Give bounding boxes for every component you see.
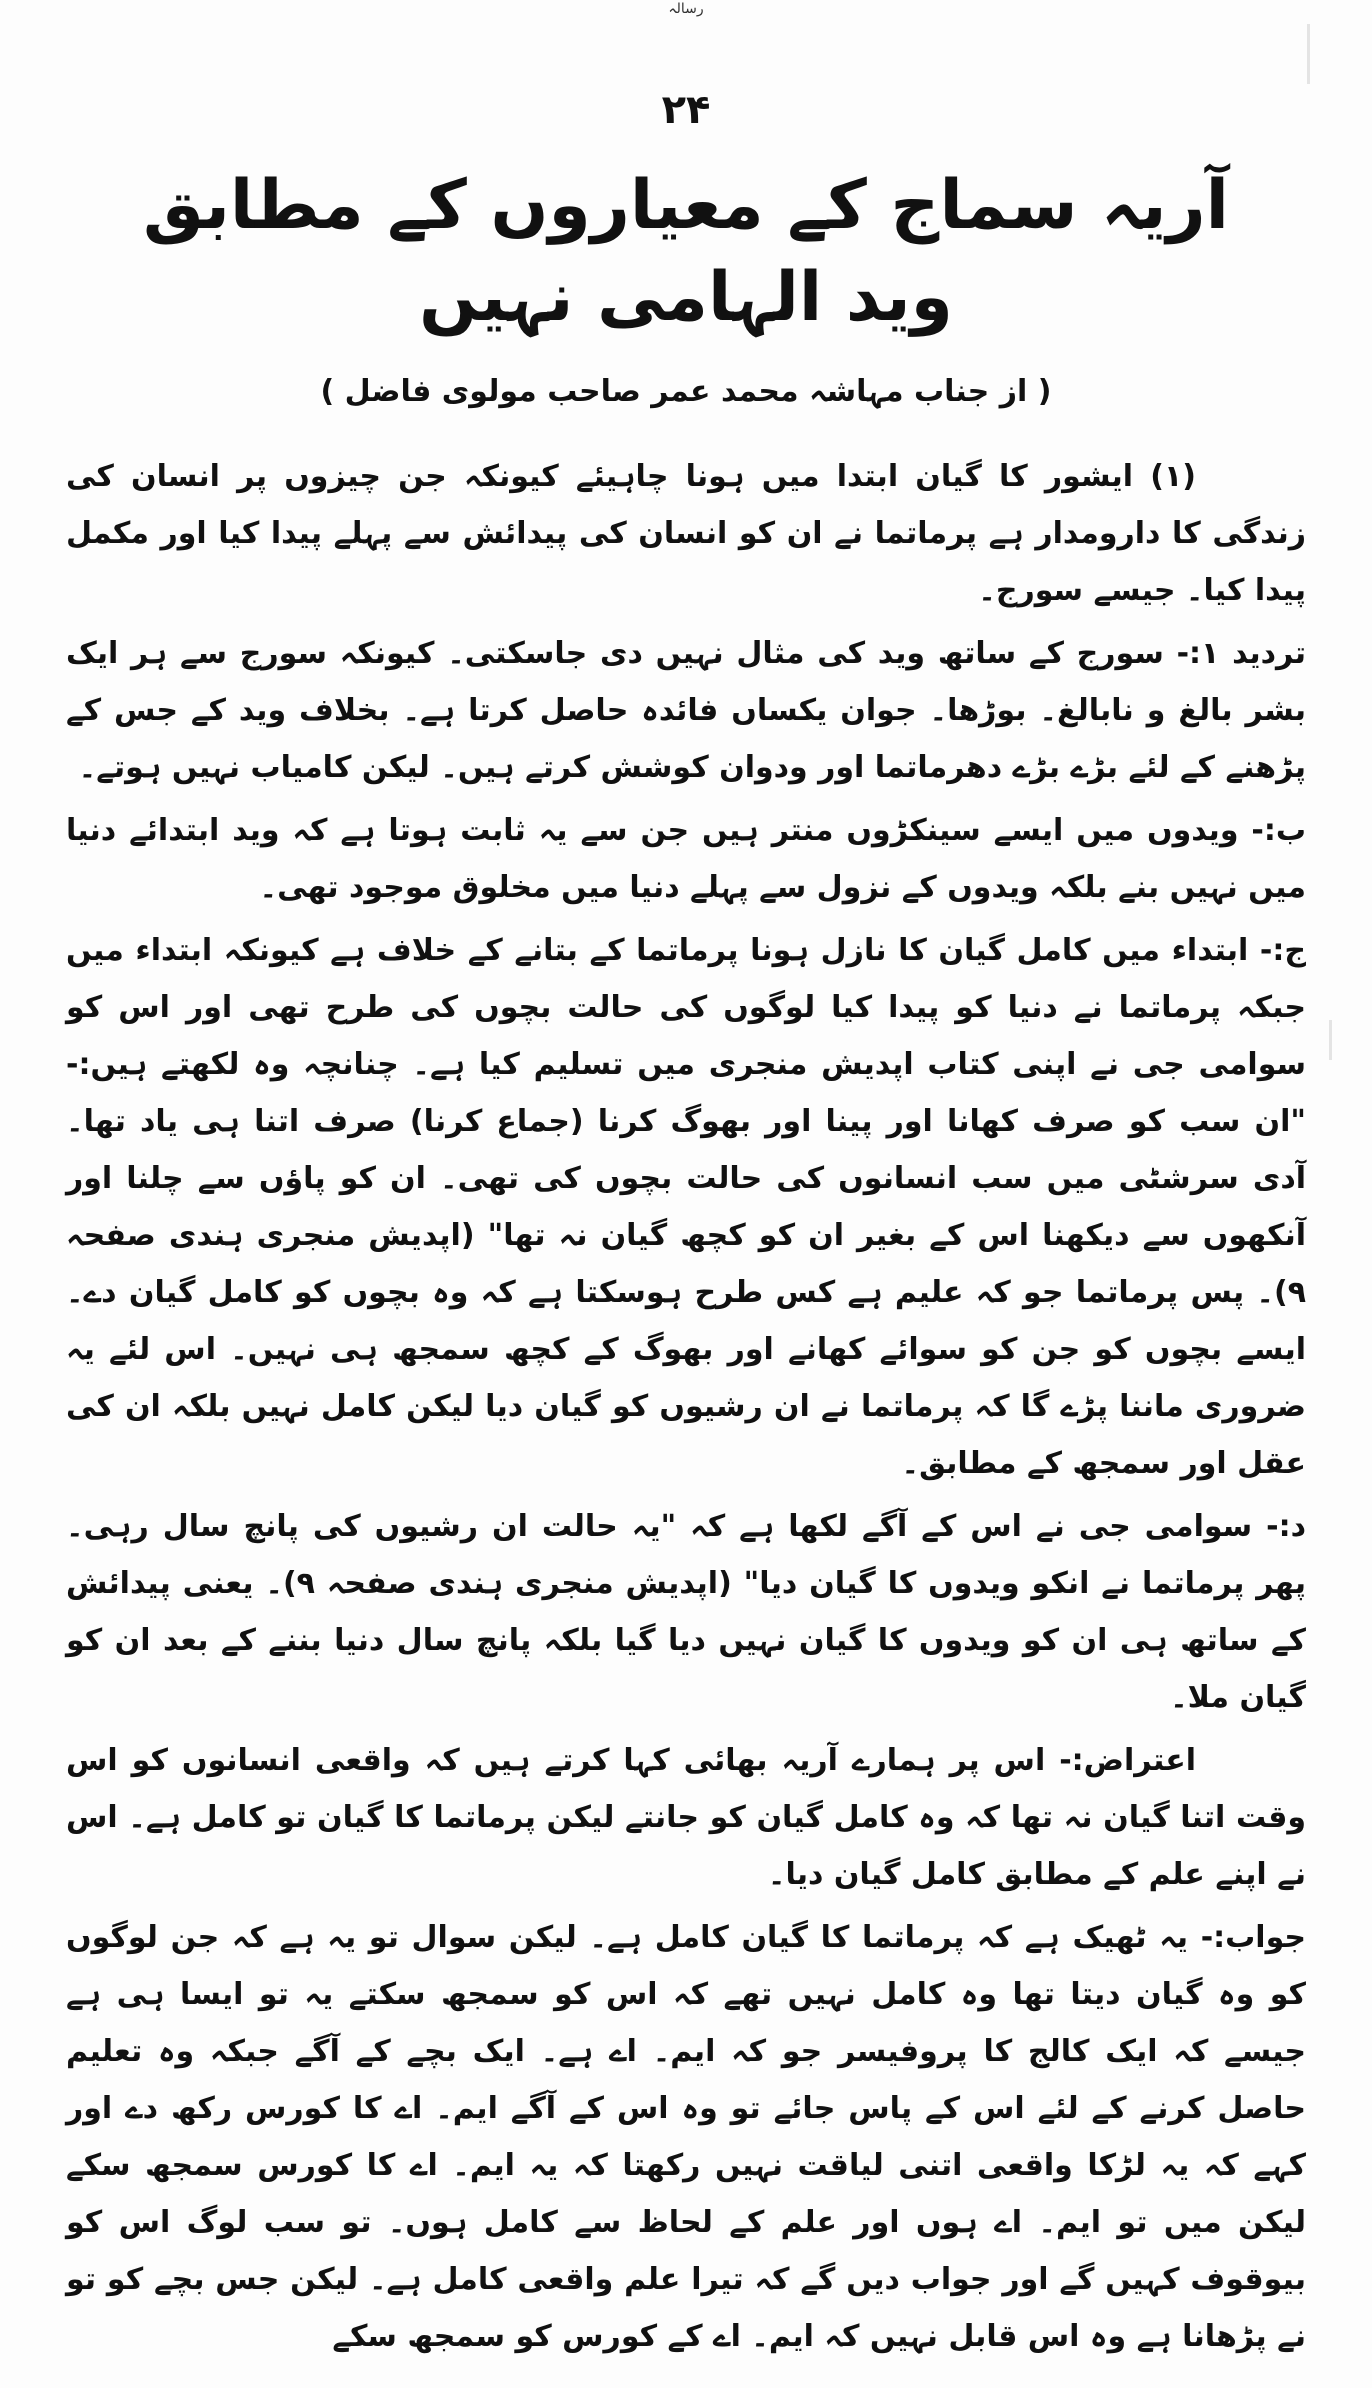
paragraph-text: سوامی جی نے اس کے آگے لکھا ہے کہ "یہ حالت ان رشیوں کی پانچ سال رہی۔ پھر پرماتما نے انکو ویدوں کا گیان دیا" (اپدیش منجری ہندی صفحہ ۹)۔ یعنی پیدائش کے ساتھ ہی ان کو ویدوں کا گیان نہیں دیا گیا بلکہ پانچ سال دنیا بننے کے بعد ان کو گیان ملا۔ <box>66 1508 1306 1715</box>
article-title: آریہ سماج کے معیاروں کے مطابق وید الہامی نہیں <box>143 166 1229 337</box>
paragraph-7 <box>66 1909 1306 2365</box>
paragraph-marker: تردید ۱:- <box>1176 635 1306 671</box>
paragraph-marker: جواب:- <box>1200 1919 1307 1955</box>
scan-artifact <box>1329 1020 1332 1060</box>
paragraph-3 <box>66 802 1306 916</box>
paragraph-text: اس پر ہمارے آریہ بھائی کہا کرتے ہیں کہ واقعی انسانوں کو اس وقت اتنا گیان نہ تھا کہ وہ کامل گیان کو جانتے لیکن پرماتما کا گیان تو کامل ہے۔ اس نے اپنے علم کے مطابق کامل گیان دیا۔ <box>66 1742 1306 1892</box>
paragraph-text: سورج کے ساتھ وید کی مثال نہیں دی جاسکتی۔ کیونکہ سورج سے ہر ایک بشر بالغ و نابالغ۔ بوڑھا۔ جوان یکساں فائدہ حاصل کرتا ہے۔ بخلاف وید کے جس کے پڑھنے کے لئے بڑے بڑے دھرماتما اور ودوان کوشش کرتے ہیں۔ لیکن کامیاب نہیں ہوتے۔ <box>66 635 1306 785</box>
paragraph-marker: ب:- <box>1251 812 1306 848</box>
running-head: رسالہ <box>668 1 704 17</box>
author-byline: ( از جناب مہاشہ محمد عمر صاحب مولوی فاضل ) <box>320 373 1052 409</box>
paragraph-5 <box>66 1498 1306 1726</box>
paragraph-marker: د:- <box>1266 1508 1306 1544</box>
page-number: ۲۴ <box>661 87 711 133</box>
paragraph-marker: ج:- <box>1259 932 1306 968</box>
paragraph-4 <box>66 922 1306 1492</box>
paragraph-1 <box>66 448 1306 619</box>
paragraph-2 <box>66 625 1306 796</box>
article-body <box>66 448 1306 2365</box>
paragraph-text: ایشور کا گیان ابتدا میں ہونا چاہیئے کیونکہ جن چیزوں پر انسان کی زندگی کا دارومدار ہے پرماتما نے ان کو انسان کی پیدائش سے پہلے پیدا کیا اور مکمل پیدا کیا۔ جیسے سورج۔ <box>66 458 1306 608</box>
paragraph-text: ویدوں میں ایسے سینکڑوں منتر ہیں جن سے یہ ثابت ہوتا ہے کہ وید ابتدائے دنیا میں نہیں بنے بلکہ ویدوں کے نزول سے پہلے دنیا میں مخلوق موجود تھی۔ <box>66 812 1306 905</box>
paragraph-text: یہ ٹھیک ہے کہ پرماتما کا گیان کامل ہے۔ لیکن سوال تو یہ ہے کہ جن لوگوں کو وہ گیان دیتا تھا وہ کامل نہیں تھے کہ اس کو سمجھ سکتے یہ تو ایسا ہی ہے جیسے کہ ایک کالج کا پروفیسر جو کہ ایم۔ اے ہے۔ ایک بچے کے آگے جبکہ وہ تعلیم حاصل کرنے کے لئے اس کے پاس جائے تو وہ اس کے آگے ایم۔ اے کا کورس رکھ دے اور کہے کہ یہ لڑکا واقعی اتنی لیاقت نہیں رکھتا کہ یہ ایم۔ اے کا کورس سمجھ سکے لیکن میں تو ایم۔ اے ہوں اور علم کے لحاظ سے کامل ہوں۔ تو سب لوگ اس کو بیوقوف کہیں گے اور جواب دیں گے کہ تیرا علم واقعی کامل ہے۔ لیکن جس بچے کو تو نے پڑھانا ہے وہ اس قابل نہیں کہ ایم۔ اے کے کورس کو سمجھ سکے <box>66 1919 1306 2354</box>
paragraph-text: ابتداء میں کامل گیان کا نازل ہونا پرماتما کے بتانے کے خلاف ہے کیونکہ ابتداء میں جبکہ پرماتما نے دنیا کو پیدا کیا لوگوں کی حالت بچوں کی طرح تھی اور اس کو سوامی جی نے اپنی کتاب اپدیش منجری میں تسلیم کیا ہے۔ چنانچہ وہ لکھتے ہیں:- "ان سب کو صرف کھانا اور پینا اور بھوگ کرنا (جماع کرنا) صرف اتنا ہی یاد تھا۔ آدی سرشٹی میں سب انسانوں کی حالت بچوں کی تھی۔ ان کو پاؤں سے چلنا اور آنکھوں سے دیکھنا اس کے بغیر ان کو کچھ گیان نہ تھا" (اپدیش منجری ہندی صفحہ ۹)۔ پس پرماتما جو کہ علیم ہے کس طرح ہوسکتا ہے کہ وہ بچوں کو کامل گیان دے۔ ایسے بچوں کو جن کو سوائے کھانے اور بھوگ کے کچھ سمجھ ہی نہیں۔ اس لئے یہ ضروری ماننا پڑے گا کہ پرماتما نے ان رشیوں کو گیان دیا لیکن کامل نہیں بلکہ ان کی عقل اور سمجھ کے مطابق۔ <box>66 932 1306 1481</box>
paragraph-marker: (۱) <box>1150 458 1197 494</box>
paragraph-marker: اعتراض:- <box>1059 1742 1196 1778</box>
paragraph-6 <box>66 1732 1306 1903</box>
scan-artifact <box>1307 24 1310 84</box>
